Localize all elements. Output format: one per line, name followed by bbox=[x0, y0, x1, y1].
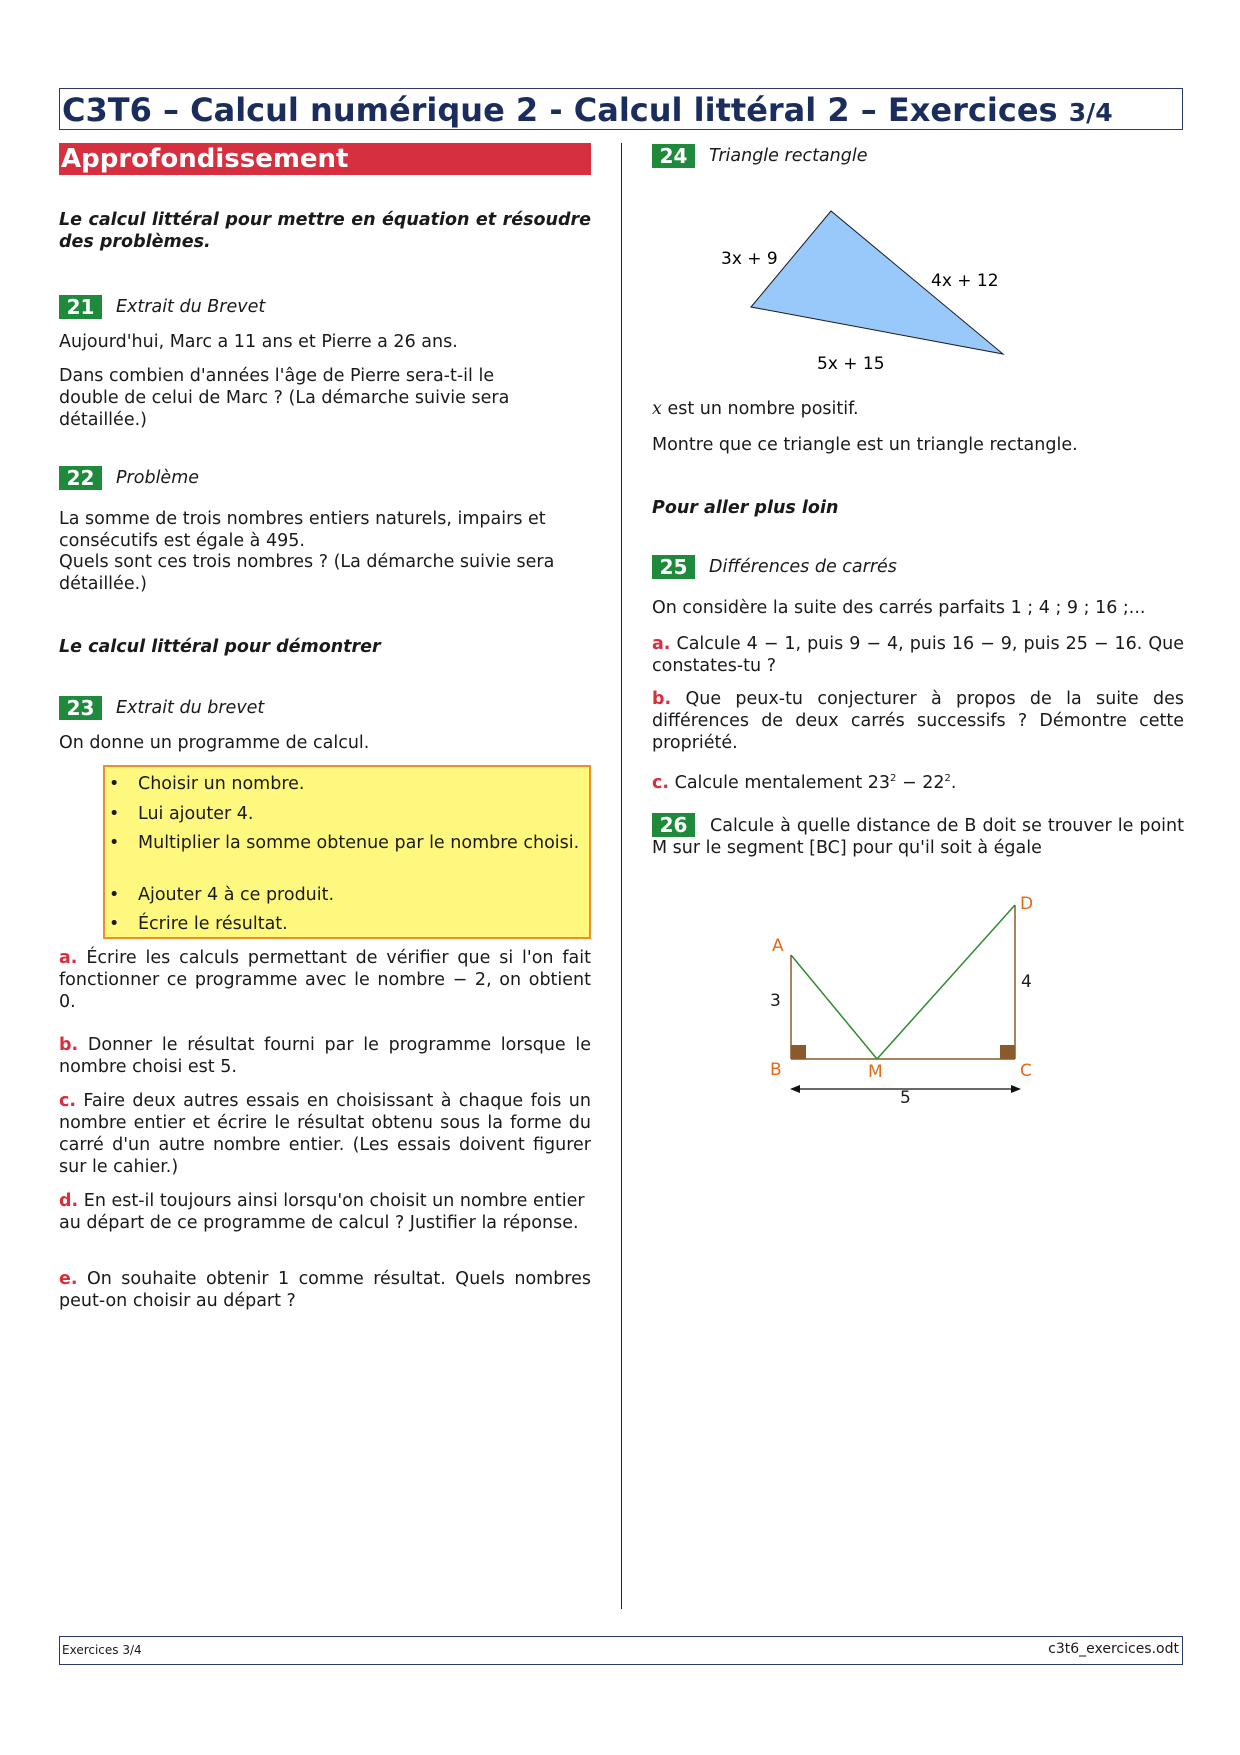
exercise-21-p2: Dans combien d'années l'âge de Pierre sera-t-il le double de celui de Marc ? (La démarche suivie sera détaillée.) bbox=[59, 366, 510, 430]
exercise-21-title: Extrait du Brevet bbox=[116, 297, 266, 317]
exercise-23-intro: On donne un programme de calcul. bbox=[59, 733, 370, 753]
exercise-22-number: 22 bbox=[59, 466, 102, 490]
length-label-ab: 3 bbox=[770, 991, 781, 1011]
arrow-left-icon bbox=[790, 1085, 800, 1093]
exercise-22-p1: La somme de trois nombres entiers naturels, impairs et consécutifs est égale à 495. bbox=[59, 509, 546, 551]
subtitle-equations: Le calcul littéral pour mettre en équation et résoudre des problèmes. bbox=[59, 210, 591, 252]
exercise-22-p2: Quels sont ces trois nombres ? (La démarche suivie sera détaillée.) bbox=[59, 552, 555, 594]
segment-md bbox=[877, 905, 1015, 1059]
right-angle-marker-c bbox=[1000, 1045, 1015, 1059]
subtitle-demonstrate: Le calcul littéral pour démontrer bbox=[59, 637, 381, 657]
point-label-c: C bbox=[1020, 1061, 1032, 1081]
exercise-21-header bbox=[59, 295, 265, 319]
exercise-25-question-c: c. Calcule mentalement $23^2 - 22^2$. bbox=[652, 772, 957, 793]
length-label-dc: 4 bbox=[1021, 972, 1032, 992]
exercise-22-header bbox=[59, 466, 199, 490]
side-label-2: 4x + 12 bbox=[931, 271, 999, 291]
point-label-b: B bbox=[770, 1060, 782, 1080]
right-angle-marker-b bbox=[791, 1045, 806, 1059]
footer-filename: c3t6_exercices.odt bbox=[1048, 1641, 1179, 1657]
side-label-1: 3x + 9 bbox=[721, 249, 778, 269]
exercise-21-number: 21 bbox=[59, 295, 102, 319]
exercise-25-question-b: b. Que peux-tu conjecturer à propos de la suite des différences de deux carrés successifs ? Démontre cette propriété. bbox=[652, 689, 1184, 753]
exercise-24-header bbox=[652, 144, 868, 168]
exercise-26-text: Calcule à quelle distance de B doit se trouver le point M sur le segment [BC] pour qu'il soit à égale bbox=[652, 816, 1184, 858]
exercise-23-question-e: e. On souhaite obtenir 1 comme résultat. Quels nombres peut-on choisir au départ ? bbox=[59, 1269, 591, 1311]
exercise-22-title: Problème bbox=[116, 468, 200, 488]
exercise-25-intro: On considère la suite des carrés parfaits 1 ; 4 ; 9 ; 16 ;... bbox=[652, 598, 1146, 618]
exercise-23-question-c: c. Faire deux autres essais en choisissant à chaque fois un nombre entier et écrire le résultat obtenu sous la forme du carré d'un autre nombre entier. (Les essais doivent figurer sur le cahier.) bbox=[59, 1091, 591, 1177]
exercise-24-p2: Montre que ce triangle est un triangle rectangle. bbox=[652, 435, 1078, 455]
exercise-25-question-a: a. Calcule 4 − 1, puis 9 − 4, puis 16 − 9, puis 25 − 16. Que constates-tu ? bbox=[652, 634, 1184, 676]
section-heading: Approfondissement bbox=[59, 143, 591, 175]
calculation-program-box: • Choisir un nombre. • Lui ajouter 4. • Multiplier la somme obtenue par le nombre choisi. • Ajouter 4 à ce produit. • Écrire le résultat. bbox=[103, 765, 591, 939]
right-triangle-figure bbox=[700, 200, 1020, 380]
exercise-25-title: Différences de carrés bbox=[709, 557, 897, 577]
column-divider bbox=[621, 143, 622, 1609]
exercise-24-title: Triangle rectangle bbox=[709, 146, 868, 166]
side-label-3: 5x + 15 bbox=[817, 354, 885, 374]
exercise-23-question-b: b. Donner le résultat fourni par le programme lorsque le nombre choisi est 5. bbox=[59, 1035, 591, 1077]
segment-am bbox=[791, 955, 877, 1059]
arrow-right-icon bbox=[1011, 1085, 1021, 1093]
point-label-a: A bbox=[772, 936, 784, 956]
exercise-25-number: 25 bbox=[652, 555, 695, 579]
exercise-25-header bbox=[652, 555, 897, 579]
length-label-bc: 5 bbox=[900, 1088, 911, 1108]
point-label-m: M bbox=[868, 1062, 883, 1082]
exercise-23-question-d: d. En est-il toujours ainsi lorsqu'on choisit un nombre entier au départ de ce programme de calcul ? Justifier la réponse. bbox=[59, 1191, 585, 1233]
exercise-24-number: 24 bbox=[652, 144, 695, 168]
subtitle-further: Pour aller plus loin bbox=[652, 498, 839, 518]
exercise-21-p1: Aujourd'hui, Marc a 11 ans et Pierre a 26 ans. bbox=[59, 332, 458, 352]
exercise-23-title: Extrait du brevet bbox=[116, 698, 265, 718]
point-label-d: D bbox=[1020, 895, 1034, 914]
exercise-23-question-a: a. Écrire les calculs permettant de vérifier que si l'on fait fonctionner ce programme avec le nombre − 2, on obtient 0. bbox=[59, 948, 591, 1012]
footer-left: Exercices 3/4 bbox=[62, 1643, 142, 1657]
exercise-23-header bbox=[59, 696, 264, 720]
exercise-24-p1: x est un nombre positif. bbox=[652, 399, 859, 419]
exercise-26-number: 26 bbox=[652, 813, 695, 837]
exercise-23-number: 23 bbox=[59, 696, 102, 720]
page-indicator: 3/4 bbox=[1068, 98, 1113, 127]
distance-figure bbox=[760, 895, 1040, 1115]
page-title: C3T6 – Calcul numérique 2 - Calcul littéral 2 – Exercices 3/4 bbox=[62, 91, 1113, 129]
